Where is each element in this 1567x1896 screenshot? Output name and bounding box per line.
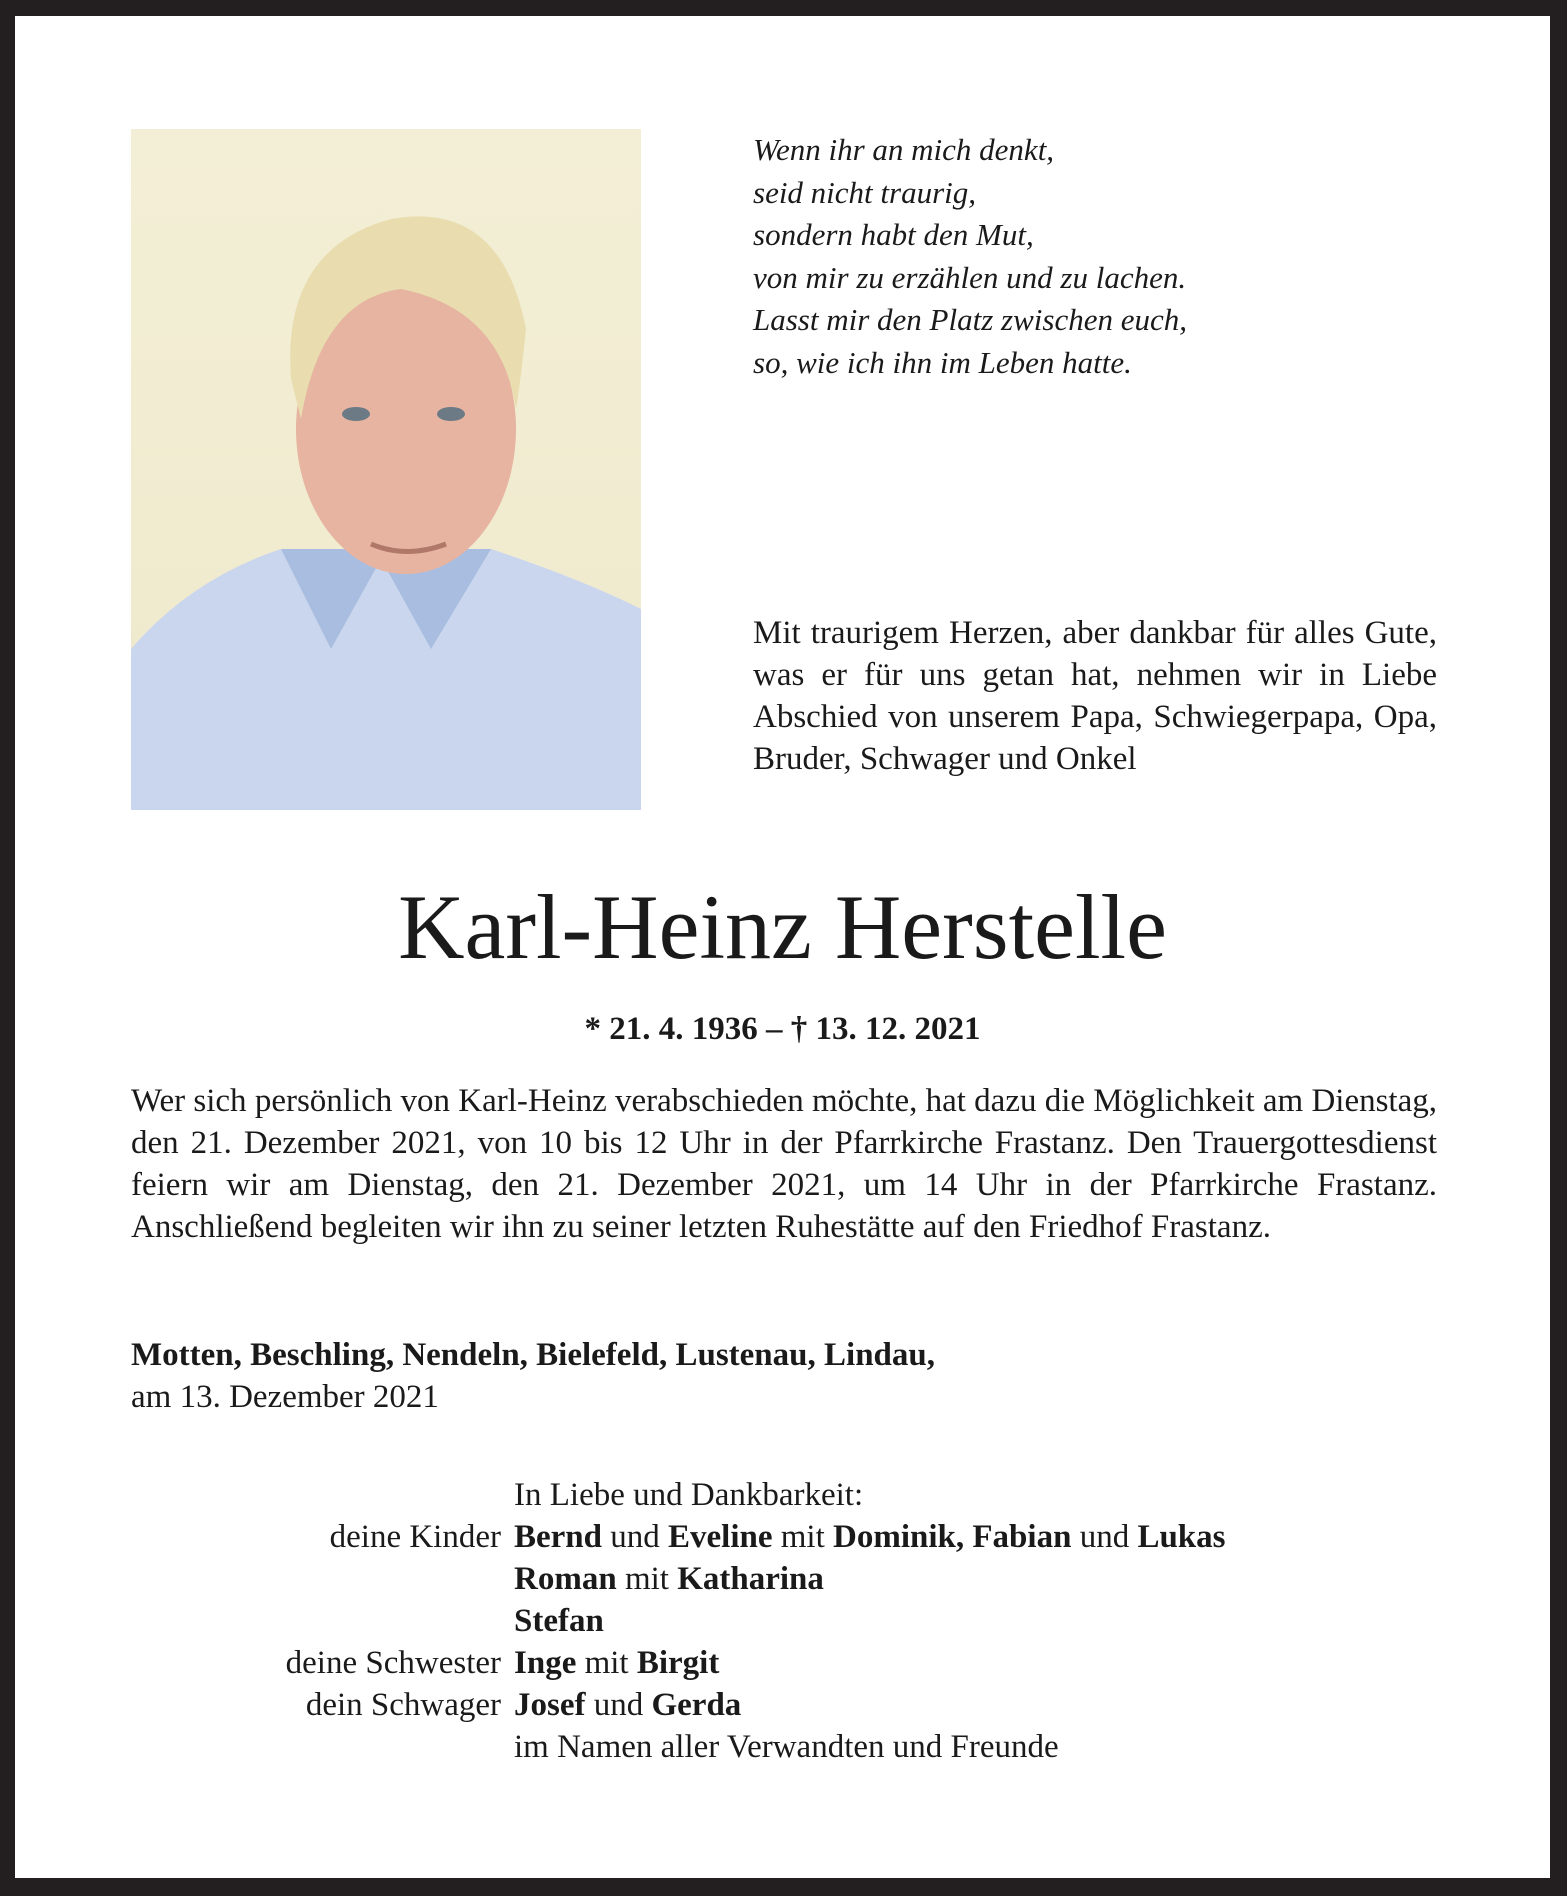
connector-text: im Namen aller Verwandten und Freunde <box>514 1729 1059 1765</box>
connector-text: mit <box>576 1645 637 1681</box>
mourner-name: Roman <box>514 1561 617 1597</box>
mourner-name: Lukas <box>1137 1519 1226 1555</box>
portrait-photo <box>131 129 641 810</box>
obituary-page <box>15 16 1550 1878</box>
poem-line: seid nicht traurig, <box>753 174 977 210</box>
life-dates: * 21. 4. 1936 – † 13. 12. 2021 <box>584 1011 981 1047</box>
poem-line: Wenn ihr an mich denkt, <box>753 132 1055 167</box>
relation-label <box>131 1726 514 1768</box>
mourner-row <box>131 1516 1226 1558</box>
mourner-row <box>131 1558 1226 1600</box>
mourner-name: Katharina <box>677 1561 824 1597</box>
mourner-name: Stefan <box>514 1603 604 1639</box>
mourner-row <box>131 1642 1226 1684</box>
mourner-name: Josef <box>514 1687 586 1723</box>
mourner-name: Inge <box>514 1645 577 1681</box>
mourner-row <box>131 1726 1226 1768</box>
mourner-names <box>514 1642 719 1684</box>
mourner-name: Eveline <box>668 1519 773 1555</box>
poem-line: so, wie ich ihn im Leben hatte. <box>753 344 1132 380</box>
intro-text: Mit traurigem Herzen, aber dankbar für alles Gute, was er für uns getan hat, nehmen wir in Liebe Abschied von unserem Papa, Schwiegerpapa, Opa, Bruder, Schwager und Onkel <box>753 615 1437 777</box>
poem <box>753 129 1187 384</box>
relation-label: deine Kinder <box>329 1519 501 1555</box>
mourner-names <box>514 1684 741 1726</box>
connector-text: mit <box>772 1519 834 1555</box>
place-date: am 13. Dezember 2021 <box>131 1379 439 1415</box>
relation-label: dein Schwager <box>305 1687 501 1723</box>
funeral-details: Wer sich persönlich von Karl-Heinz verabschieden möchte, hat dazu die Möglichkeit am Dienstag, den 21. Dezember 2021, von 10 bis 12 Uhr in der Pfarrkirche Frastanz. Den Trauergottesdienst feiern wir am Dienstag, den 21. Dezember 2021, um 14 Uhr in der Pfarrkirche Frastanz. Anschließend begleiten wir ihn zu seiner letzten Ruhestätte auf den Friedhof Frastanz. <box>131 1083 1437 1245</box>
places: Motten, Beschling, Nendeln, Bielefeld, Lustenau, Lindau, <box>131 1337 936 1373</box>
mourner-names <box>514 1600 604 1642</box>
mourner-name: Bernd <box>514 1519 603 1555</box>
places-block <box>131 1334 935 1418</box>
poem-line: sondern habt den Mut, <box>753 217 1034 252</box>
mourner-row <box>131 1600 1226 1642</box>
mourner-name: Dominik, Fabian <box>833 1519 1072 1555</box>
relation-label: deine Schwester <box>285 1645 501 1681</box>
mourner-names <box>514 1516 1226 1558</box>
signatures <box>131 1474 1226 1768</box>
connector-text: mit <box>616 1561 678 1597</box>
mourner-name: Birgit <box>636 1645 720 1681</box>
relation-label <box>131 1600 514 1642</box>
connector-text: und <box>602 1519 669 1555</box>
mourner-name: Gerda <box>651 1687 742 1723</box>
connector-text: und <box>585 1687 652 1723</box>
mourner-row <box>131 1684 1226 1726</box>
poem-line: von mir zu erzählen und zu lachen. <box>753 259 1187 295</box>
mourner-names <box>514 1726 1059 1768</box>
portrait-illustration <box>131 129 641 810</box>
deceased-name: Karl-Heinz Herstelle <box>398 876 1167 978</box>
relation-label <box>131 1558 514 1600</box>
connector-text: und <box>1071 1519 1138 1555</box>
signoff: In Liebe und Dankbarkeit: <box>514 1477 864 1513</box>
poem-line: Lasst mir den Platz zwischen euch, <box>753 302 1187 337</box>
mourner-names <box>514 1558 824 1600</box>
